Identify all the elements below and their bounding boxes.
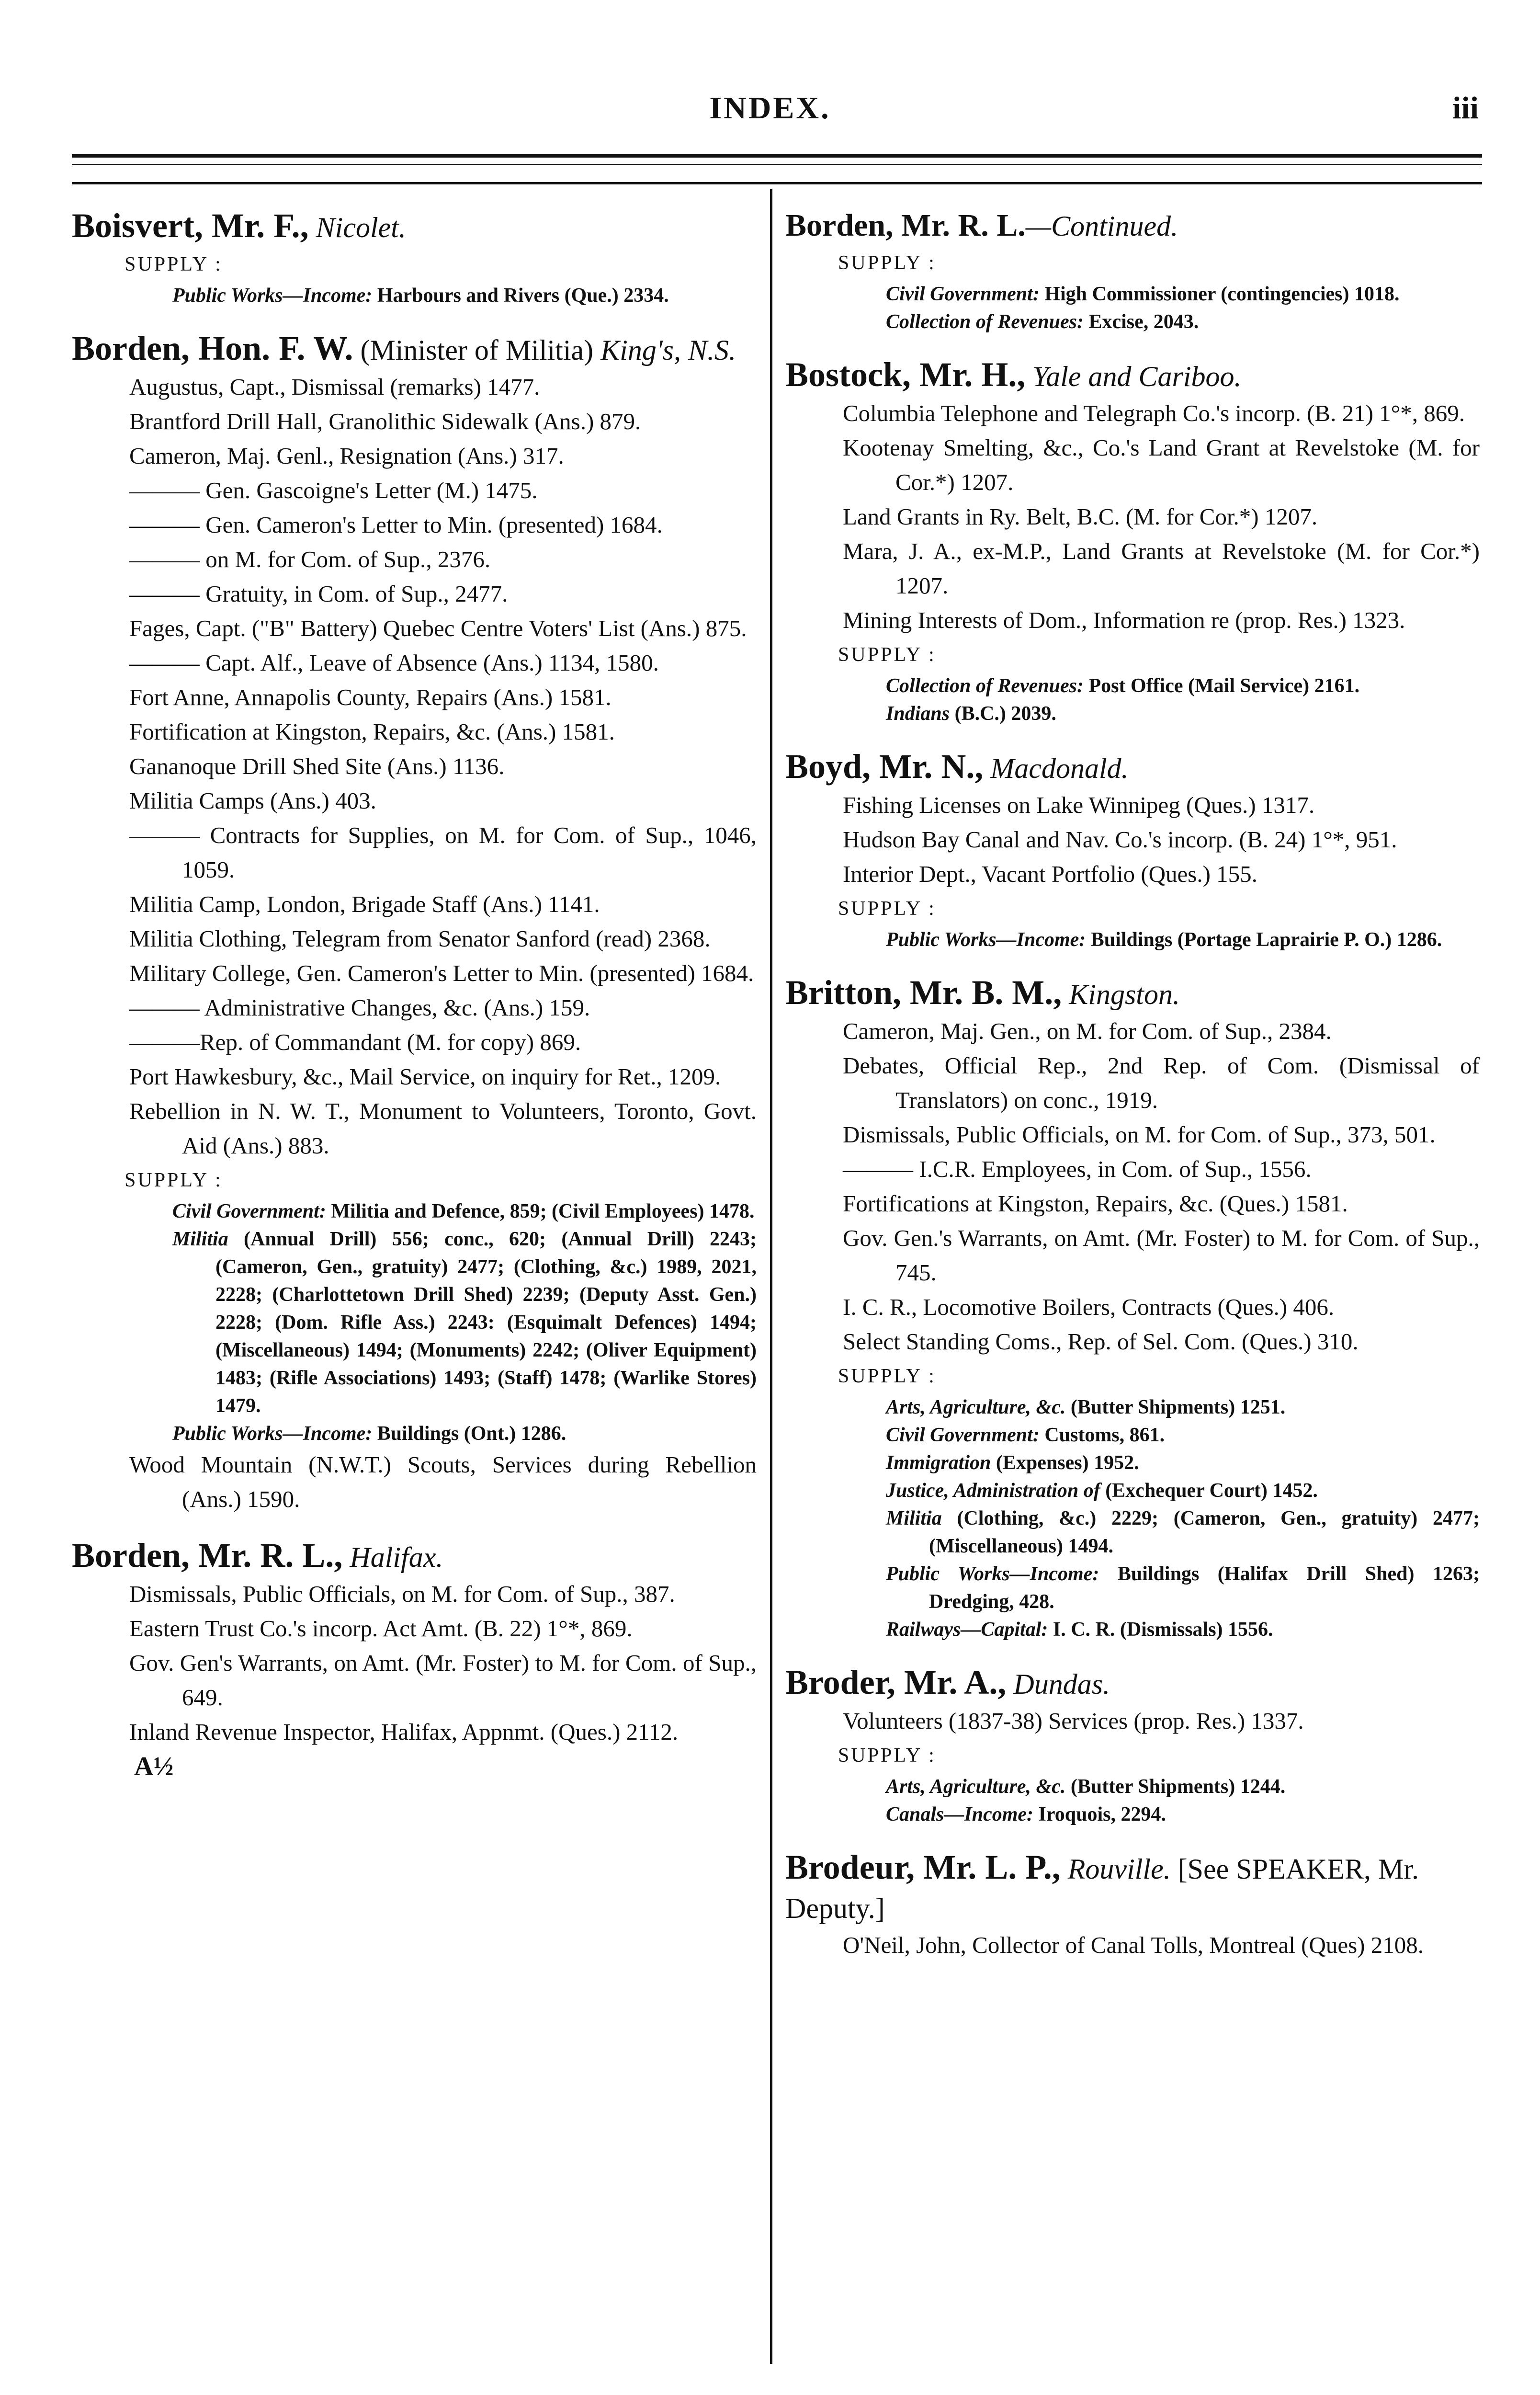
supply-item: Civil Government: Customs, 861.: [886, 1424, 1165, 1446]
index-line: Gov. Gen's Warrants, on Amt. (Mr. Foster) to M. for Com. of Sup., 649.: [129, 1650, 757, 1711]
index-entry-rl-borden-continued: [785, 206, 1480, 336]
supply-item: Indians (B.C.) 2039.: [886, 703, 1056, 725]
index-entry-rl-borden: [72, 1536, 757, 1782]
index-line: Mara, J. A., ex-M.P., Land Grants at Revelstoke (M. for Cor.*) 1207.: [843, 538, 1480, 599]
index-line: Cameron, Maj. Gen., on M. for Com. of Sup., 2384.: [843, 1018, 1332, 1044]
member-heading: [785, 747, 1480, 788]
supply-item: Arts, Agriculture, &c. (Butter Shipments) 1244.: [886, 1776, 1286, 1798]
constituency: Macdonald.: [990, 753, 1129, 784]
index-line: Military College, Gen. Cameron's Letter to Min. (presented) 1684.: [129, 960, 754, 986]
supply-item: Canals—Income: Iroquois, 2294.: [886, 1803, 1166, 1825]
index-line: ——— Administrative Changes, &c. (Ans.) 159.: [129, 994, 590, 1021]
member-heading: [785, 973, 1480, 1014]
index-line: Fortification at Kingston, Repairs, &c. (Ans.) 1581.: [129, 718, 615, 745]
supply-label: SUPPLY :: [125, 253, 223, 275]
index-line: Wood Mountain (N.W.T.) Scouts, Services during Rebellion (Ans.) 1590.: [129, 1451, 757, 1512]
member-name: Borden, Hon. F. W.: [72, 329, 353, 367]
member-role: (Minister of Militia): [360, 334, 594, 366]
index-line: Fort Anne, Annapolis County, Repairs (Ans.) 1581.: [129, 684, 611, 710]
supply-item: Public Works—Income: Buildings (Halifax Drill Shed) 1263; Dredging, 428.: [886, 1563, 1480, 1613]
supply-label: SUPPLY :: [125, 1169, 223, 1191]
constituency: Rouville.: [1067, 1853, 1171, 1885]
member-name: Borden, Mr. R. L.: [785, 208, 1026, 243]
index-line: ———Rep. of Commandant (M. for copy) 869.: [129, 1029, 581, 1055]
index-line: Mining Interests of Dom., Information re (prop. Res.) 1323.: [843, 607, 1405, 633]
member-name: Borden, Mr. R. L.,: [72, 1536, 343, 1574]
index-line: Fishing Licenses on Lake Winnipeg (Ques.) 1317.: [843, 792, 1315, 818]
supply-item: Arts, Agriculture, &c. (Butter Shipments) 1251.: [886, 1396, 1286, 1418]
index-line: ——— Gen. Cameron's Letter to Min. (presented) 1684.: [129, 512, 663, 538]
member-name: Bostock, Mr. H.,: [785, 355, 1026, 394]
index-entry-boisvert: [72, 206, 757, 309]
index-line: Brantford Drill Hall, Granolithic Sidewalk (Ans.) 879.: [129, 408, 641, 434]
member-heading: [785, 355, 1480, 396]
index-line: Land Grants in Ry. Belt, B.C. (M. for Cor.*) 1207.: [843, 503, 1318, 530]
index-line: ——— Contracts for Supplies, on M. for Com. of Sup., 1046, 1059.: [129, 822, 757, 883]
supply-item: Collection of Revenues: Post Office (Mail Service) 2161.: [886, 675, 1360, 697]
index-line: ——— on M. for Com. of Sup., 2376.: [129, 546, 491, 572]
index-line: Fages, Capt. ("B" Battery) Quebec Centre Voters' List (Ans.) 875.: [129, 615, 747, 641]
header-rule: [72, 164, 1482, 165]
index-line: Gananoque Drill Shed Site (Ans.) 1136.: [129, 753, 505, 779]
constituency: Kingston.: [1069, 979, 1180, 1010]
member-heading: [785, 1848, 1480, 1928]
member-heading: [72, 1536, 757, 1577]
see-reference: [See SPEAKER, Mr. Deputy.]: [785, 1853, 1419, 1924]
index-line: ——— Gen. Gascoigne's Letter (M.) 1475.: [129, 477, 538, 503]
constituency: Halifax.: [350, 1541, 443, 1573]
header-rule: [72, 154, 1482, 158]
member-name: Boyd, Mr. N.,: [785, 747, 984, 786]
supply-item: Militia (Clothing, &c.) 2229; (Cameron, Gen., gratuity) 2477; (Miscellaneous) 1494.: [886, 1507, 1480, 1557]
member-heading: [72, 329, 757, 370]
supply-item: Railways—Capital: I. C. R. (Dismissals) 1556.: [886, 1619, 1273, 1641]
index-line: Militia Clothing, Telegram from Senator Sanford (read) 2368.: [129, 925, 711, 952]
index-line: Gov. Gen.'s Warrants, on Amt. (Mr. Foster) to M. for Com. of Sup., 745.: [843, 1225, 1480, 1286]
index-line: Select Standing Coms., Rep. of Sel. Com. (Ques.) 310.: [843, 1328, 1359, 1355]
supply-item: Immigration (Expenses) 1952.: [886, 1452, 1139, 1474]
constituency: Yale and Cariboo.: [1032, 361, 1242, 392]
index-line: Volunteers (1837-38) Services (prop. Res.) 1337.: [843, 1708, 1304, 1734]
supply-item: Public Works—Income: Buildings (Ont.) 1286.: [172, 1423, 566, 1445]
supply-label: SUPPLY :: [838, 644, 936, 666]
index-line: Rebellion in N. W. T., Monument to Volunteers, Toronto, Govt. Aid (Ans.) 883.: [129, 1098, 757, 1159]
member-name: Boisvert, Mr. F.,: [72, 206, 309, 245]
index-line: Hudson Bay Canal and Nav. Co.'s incorp. (B. 24) 1°*, 951.: [843, 826, 1397, 853]
index-entry-britton: [785, 973, 1480, 1643]
page-title: INDEX.: [709, 91, 831, 125]
constituency: King's, N.S.: [600, 334, 736, 366]
supply-item: Public Works—Income: Harbours and Rivers (Que.) 2334.: [172, 285, 669, 307]
supply-item: Public Works—Income: Buildings (Portage Laprairie P. O.) 1286.: [886, 929, 1442, 951]
index-line: Fortifications at Kingston, Repairs, &c. (Ques.) 1581.: [843, 1190, 1348, 1217]
member-heading: [785, 1663, 1480, 1704]
index-line: Dismissals, Public Officials, on M. for Com. of Sup., 373, 501.: [843, 1121, 1436, 1148]
supply-item: Justice, Administration of (Exchequer Court) 1452.: [886, 1480, 1318, 1502]
member-name: Broder, Mr. A.,: [785, 1663, 1007, 1701]
index-line: Kootenay Smelting, &c., Co.'s Land Grant at Revelstoke (M. for Cor.*) 1207.: [843, 434, 1480, 495]
index-line: Interior Dept., Vacant Portfolio (Ques.) 155.: [843, 861, 1257, 887]
constituency: Dundas.: [1013, 1668, 1110, 1700]
supply-item: Civil Government: Militia and Defence, 859; (Civil Employees) 1478.: [172, 1200, 755, 1222]
member-name: Britton, Mr. B. M.,: [785, 973, 1062, 1012]
index-line: Cameron, Maj. Genl., Resignation (Ans.) 317.: [129, 443, 564, 469]
supply-item: Militia (Annual Drill) 556; conc., 620; (Annual Drill) 2243; (Cameron, Gen., gratuity) 2477; (Clothing, &c.) 1989, 2021, 2228; (Charlottetown Drill Shed) 2239; (Deputy Asst. Gen.) 2228; (Dom. Rifle Ass.) 2243: (Esquimalt Defences) 1494; (Miscellaneous) 1494; (Monuments) 2242; (Oliver Equipment) 1483; (Rifle Associations) 1493; (Staff) 1478; (Warlike Stores) 1479.: [172, 1228, 757, 1417]
index-entry-boyd: [785, 747, 1480, 954]
left-column: [72, 206, 757, 1801]
supply-label: SUPPLY :: [838, 1365, 936, 1387]
index-line: O'Neil, John, Collector of Canal Tolls, Montreal (Ques) 2108.: [843, 1932, 1424, 1958]
supply-item: Collection of Revenues: Excise, 2043.: [886, 311, 1199, 333]
supply-label: SUPPLY :: [838, 1745, 936, 1767]
constituency: Nicolet.: [316, 212, 406, 243]
index-line: Militia Camps (Ans.) 403.: [129, 787, 376, 814]
column-divider: [770, 189, 772, 2364]
right-column: [785, 206, 1480, 1982]
index-line: ——— Capt. Alf., Leave of Absence (Ans.) 1134, 1580.: [129, 650, 659, 676]
supply-label: SUPPLY :: [838, 252, 936, 274]
index-entry-fw-borden: [72, 329, 757, 1517]
member-name: Brodeur, Mr. L. P.,: [785, 1848, 1061, 1886]
signature-mark: A½: [134, 1752, 174, 1781]
index-line: Militia Camp, London, Brigade Staff (Ans.) 1141.: [129, 891, 600, 917]
continued-label: —Continued.: [1025, 210, 1178, 242]
index-entry-brodeur: [785, 1848, 1480, 1962]
index-line: ——— I.C.R. Employees, in Com. of Sup., 1556.: [843, 1156, 1312, 1182]
index-line: Port Hawkesbury, &c., Mail Service, on inquiry for Ret., 1209.: [129, 1063, 721, 1090]
supply-label: SUPPLY :: [838, 898, 936, 920]
header-rule: [72, 182, 1482, 184]
index-line: Columbia Telephone and Telegraph Co.'s incorp. (B. 21) 1°*, 869.: [843, 400, 1465, 426]
index-line: Eastern Trust Co.'s incorp. Act Amt. (B. 22) 1°*, 869.: [129, 1615, 633, 1642]
index-line: Inland Revenue Inspector, Halifax, Appnmt. (Ques.) 2112.: [129, 1719, 679, 1745]
supply-item: Civil Government: High Commissioner (contingencies) 1018.: [886, 283, 1400, 305]
index-line: ——— Gratuity, in Com. of Sup., 2477.: [129, 581, 508, 607]
page-number: iii: [1452, 91, 1479, 125]
index-entry-broder: [785, 1663, 1480, 1828]
member-heading: [72, 206, 757, 247]
member-heading: [785, 206, 1480, 246]
index-line: Augustus, Capt., Dismissal (remarks) 1477.: [129, 374, 540, 400]
index-entry-bostock: [785, 355, 1480, 728]
index-line: Debates, Official Rep., 2nd Rep. of Com. (Dismissal of Translators) on conc., 1919.: [843, 1052, 1480, 1113]
index-line: I. C. R., Locomotive Boilers, Contracts (Ques.) 406.: [843, 1294, 1335, 1320]
index-line: Dismissals, Public Officials, on M. for Com. of Sup., 387.: [129, 1581, 675, 1607]
